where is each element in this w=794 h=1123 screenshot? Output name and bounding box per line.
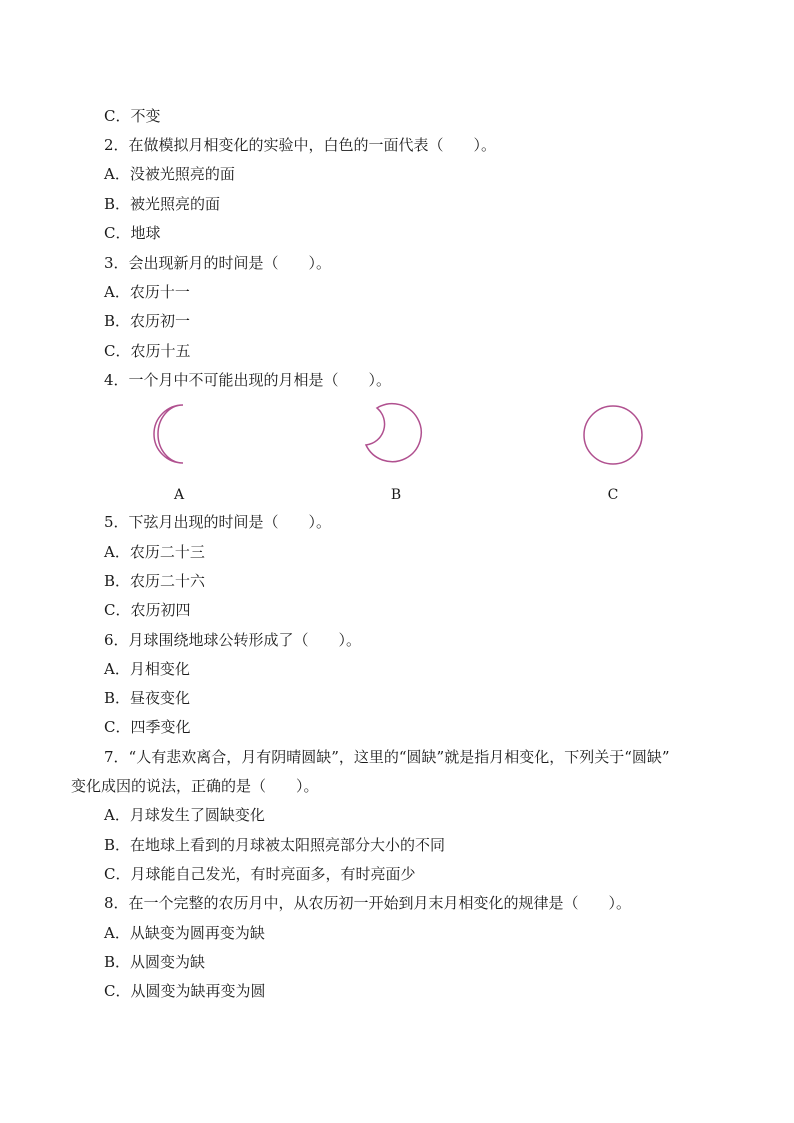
q2-stem: 2．在做模拟月相变化的实验中，白色的一面代表（ ）。 — [104, 136, 497, 154]
figure-label-c: C — [607, 487, 619, 503]
q3-stem: 3．会出现新月的时间是（ ）。 — [104, 254, 332, 272]
moon-gibbous-b-icon — [362, 403, 426, 467]
q7-option-b: B．在地球上看到的月球被太阳照亮部分大小的不同 — [104, 836, 446, 854]
moon-full-c-icon — [582, 403, 646, 467]
moon-b-outline — [366, 404, 421, 462]
q6-option-b: B．昼夜变化 — [104, 689, 191, 707]
q7-stem: 7．“人有悲欢离合，月有阴晴圆缺”，这里的“圆缺”就是指月相变化，下列关于“圆缺” — [104, 748, 670, 766]
q5-option-a: A．农历二十三 — [104, 543, 205, 561]
moon-a-outline — [154, 405, 183, 463]
figure-label-a: A — [173, 487, 185, 503]
q3-option-b: B．农历初一 — [104, 312, 191, 330]
q8-option-b: B．从圆变为缺 — [104, 953, 206, 971]
q6-option-a: A．月相变化 — [104, 660, 190, 678]
moon-c-outline — [584, 406, 642, 464]
q5-option-c: C．农历初四 — [104, 601, 191, 619]
q8-option-a: A．从缺变为圆再变为缺 — [104, 924, 265, 942]
q1-option-c: C．不变 — [104, 107, 161, 125]
q3-option-c: C．农历十五 — [104, 342, 191, 360]
q5-stem: 5．下弦月出现的时间是（ ）。 — [104, 513, 332, 531]
q2-option-c: C．地球 — [104, 224, 161, 242]
q8-option-c: C．从圆变为缺再变为圆 — [104, 982, 266, 1000]
q5-option-b: B．农历二十六 — [104, 572, 206, 590]
q3-option-a: A．农历十一 — [104, 283, 190, 301]
q2-option-a: A．没被光照亮的面 — [104, 165, 235, 183]
q6-stem: 6．月球围绕地球公转形成了（ ）。 — [104, 631, 362, 649]
q4-stem: 4．一个月中不可能出现的月相是（ ）。 — [104, 371, 392, 389]
q7-stem-continued: 变化成因的说法，正确的是（ ）。 — [71, 777, 319, 795]
q2-option-b: B．被光照亮的面 — [104, 195, 221, 213]
q7-option-c: C．月球能自己发光，有时亮面多，有时亮面少 — [104, 865, 416, 883]
q6-option-c: C．四季变化 — [104, 718, 191, 736]
q7-option-a: A．月球发生了圆缺变化 — [104, 806, 265, 824]
moon-crescent-a-icon — [145, 402, 189, 466]
figure-label-b: B — [390, 487, 402, 503]
q8-stem: 8．在一个完整的农历月中，从农历初一开始到月末月相变化的规律是（ ）。 — [104, 894, 632, 912]
